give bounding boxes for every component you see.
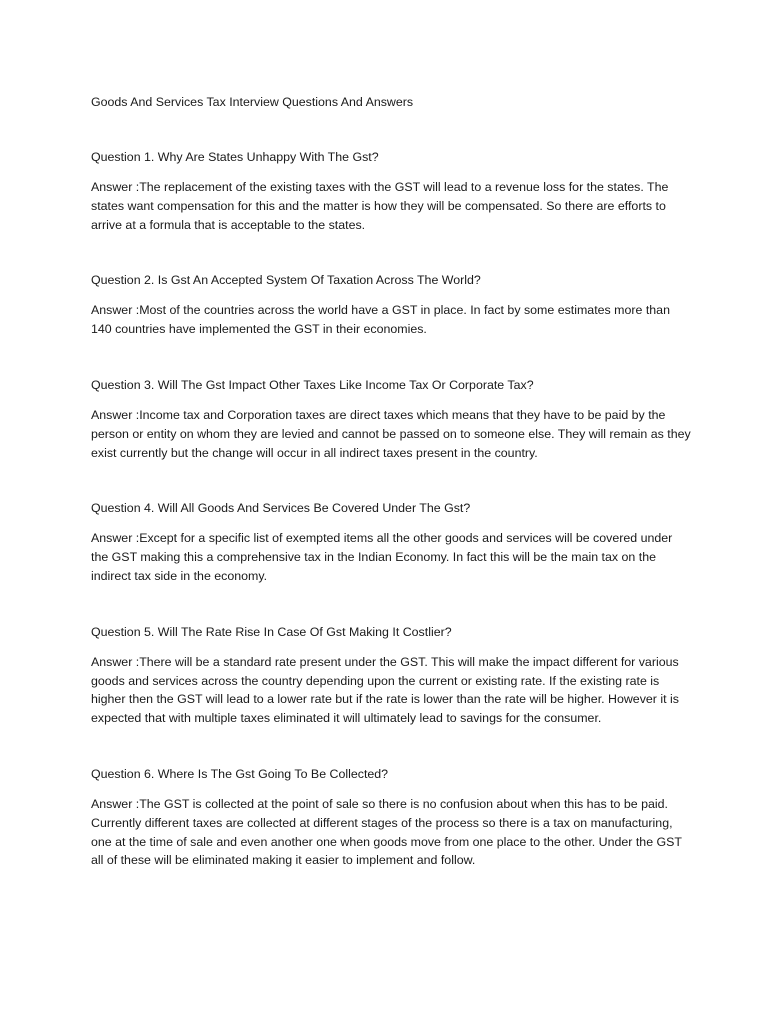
answer-1: Answer :The replacement of the existing taxes with the GST will lead to a revenue loss for the states. The states want compensation for this and the matter is how they will be compensated. So there are efforts to arrive at a formula that is acceptable to the states.: [91, 180, 669, 232]
qa-item-3: [91, 377, 691, 462]
answer-5: Answer :There will be a standard rate present under the GST. This will make the impact different for various goods and services across the country depending upon the current or existing rate. If the existing rate is higher then the GST will lead to a lower rate but if the rate is lower than the rate will be higher. However it is expected that with multiple taxes eliminated it will ultimately lead to savings for the consumer.: [91, 654, 679, 726]
document-body: [91, 94, 691, 908]
answer-6: Answer :The GST is collected at the point of sale so there is no confusion about when this has to be paid. Currently different taxes are collected at different stages of the process so there is a tax on manufacturing, one at the time of sale and even another one when goods move from one place to the other. Under the GST all of these will be eliminated making it easier to implement and follow.: [91, 796, 682, 868]
answer-2: Answer :Most of the countries across the world have a GST in place. In fact by some estimates more than 140 countries have implemented the GST in their economies.: [91, 303, 670, 337]
answer-3: Answer :Income tax and Corporation taxes are direct taxes which means that they have to be paid by the person or entity on whom they are levied and cannot be passed on to someone else. They will remain as they exist currently but the change will occur in all indirect taxes present in the country.: [91, 407, 691, 460]
question-5: Question 5. Will The Rate Rise In Case Of Gst Making It Costlier?: [91, 624, 452, 639]
qa-item-5: [91, 624, 691, 728]
question-3: Question 3. Will The Gst Impact Other Taxes Like Income Tax Or Corporate Tax?: [91, 377, 534, 392]
question-6: Question 6. Where Is The Gst Going To Be Collected?: [91, 766, 389, 781]
answer-4: Answer :Except for a specific list of exempted items all the other goods and services will be covered under the GST making this a comprehensive tax in the Indian Economy. In fact this will be the main tax on the indirect tax side in the economy.: [91, 531, 673, 583]
question-2: Question 2. Is Gst An Accepted System Of Taxation Across The World?: [91, 273, 481, 288]
qa-item-4: [91, 500, 691, 585]
question-1: Question 1. Why Are States Unhappy With The Gst?: [91, 150, 379, 164]
qa-item-6: [91, 766, 691, 870]
qa-item-2: [91, 272, 691, 339]
qa-item-1: [91, 149, 691, 234]
document-title: Goods And Services Tax Interview Questions And Answers: [91, 95, 414, 109]
question-4: Question 4. Will All Goods And Services Be Covered Under The Gst?: [91, 501, 471, 516]
